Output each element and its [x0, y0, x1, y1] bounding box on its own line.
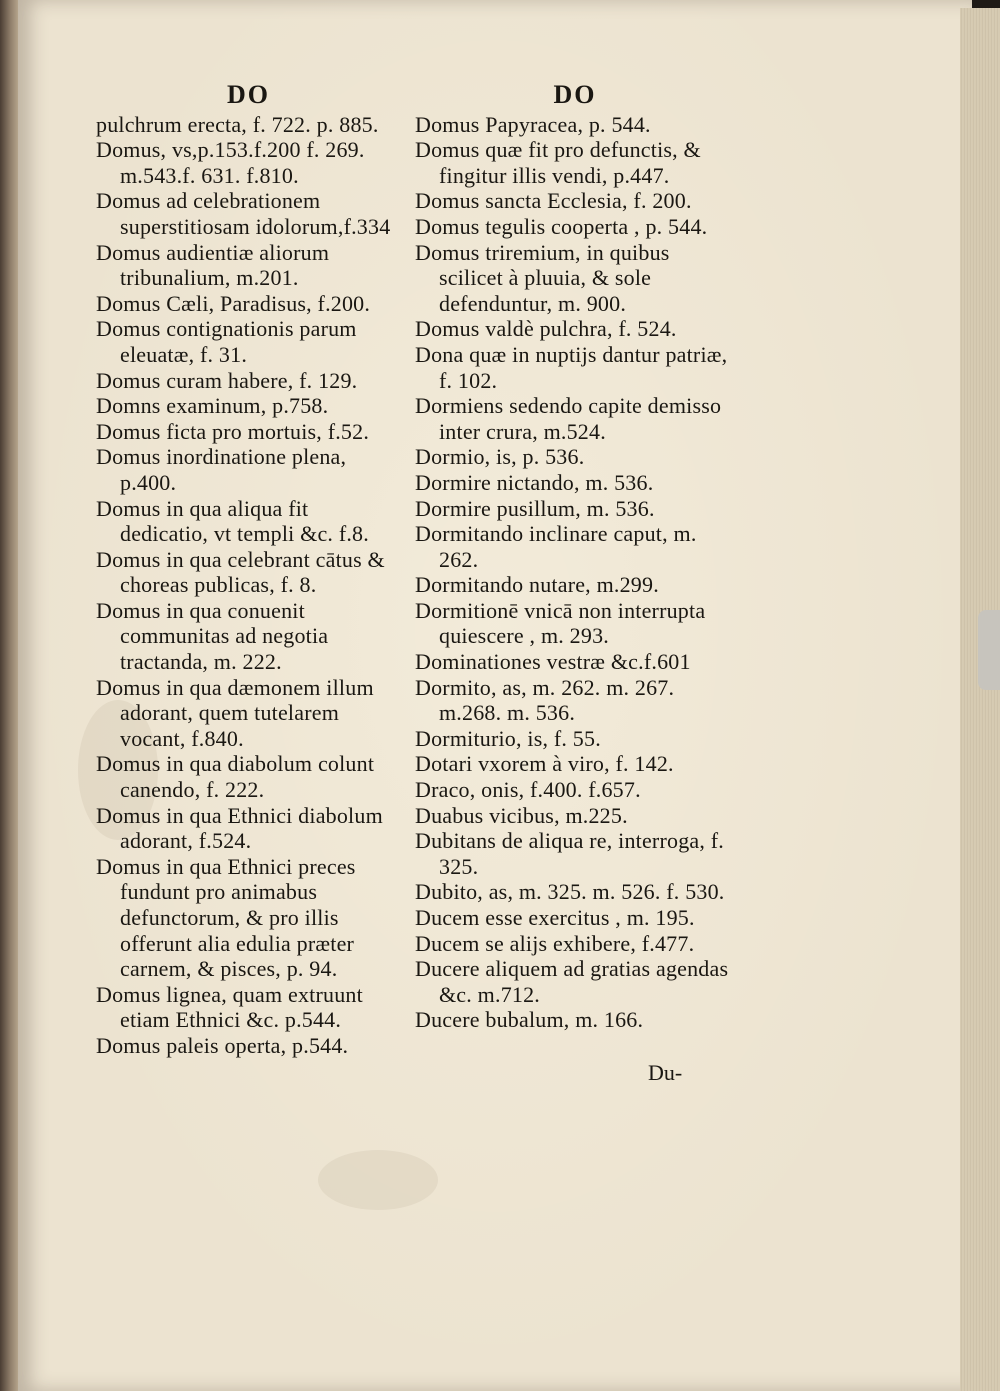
index-entry-list [96, 112, 401, 1059]
page-tab [978, 610, 1000, 690]
index-entry: Domus triremium, in quibus scilicet à pluuia, & sole defenduntur, m. 900. [415, 239, 670, 316]
page-fore-edge [960, 8, 1000, 1391]
index-entry: Domus in qua aliqua fit dedicatio, vt templi &c. f.8. [96, 495, 369, 547]
index-entry: Domns examinum, p.758. [96, 393, 329, 419]
index-entry: Dubito, as, m. 325. m. 526. f. 530. [415, 879, 725, 905]
index-entry: Domus in qua celebrant cātus & choreas publicas, f. 8. [96, 546, 385, 598]
index-entry: Domus quæ fit pro defunctis, & fingitur illis vendi, p.447. [415, 137, 701, 188]
index-entry: Domus contignationis parum eleuatæ, f. 31. [96, 316, 357, 367]
index-entry: Dominationes vestræ &c.f.601 [415, 649, 691, 675]
index-entry: Duabus vicibus, m.225. [415, 802, 628, 828]
index-entry: Domus in qua conuenit communitas ad negotia tractanda, m. 222. [96, 597, 329, 675]
left-column [96, 82, 401, 1059]
index-entry: Domus ad celebrationem superstitiosam idolorum,f.334 [96, 188, 391, 239]
index-entry: Domus paleis operta, p.544. [96, 1032, 349, 1058]
index-entry: Domus in qua Ethnici preces fundunt pro animabus defunctorum, & pro illis offerunt alia edulia præter carnem, & pisces, p. 94. [96, 853, 356, 982]
index-entry: Domus, vs,p.153.f.200 f. 269. m.543.f. 631. f.810. [96, 137, 365, 188]
index-entry: Dormitando nutare, m.299. [415, 572, 659, 598]
index-entry-list [415, 112, 735, 1033]
catchword: Du- [648, 1060, 683, 1085]
index-entry: Domus curam habere, f. 129. [96, 367, 358, 393]
index-entry: Domus Papyracea, p. 544. [415, 111, 651, 137]
index-entry: Ducem se alijs exhibere, f.477. [415, 930, 695, 956]
paper-stain [318, 1150, 438, 1210]
index-entry: Domus inordinatione plena, p.400. [96, 444, 347, 495]
index-entry: Domus Cæli, Paradisus, f.200. [96, 290, 371, 316]
right-column [415, 82, 735, 1033]
index-entry: Dona quæ in nuptijs dantur patriæ, f. 102. [415, 341, 728, 393]
index-entry: Domus in qua dæmonem illum adorant, quem tutelarem vocant, f.840. [96, 674, 374, 751]
index-entry: Domus lignea, quam extruunt etiam Ethnici &c. p.544. [96, 981, 363, 1033]
index-entry: Draco, onis, f.400. f.657. [415, 777, 641, 803]
index-entry: Dormio, is, p. 536. [415, 444, 585, 470]
index-entry: Domus ficta pro mortuis, f.52. [96, 418, 370, 444]
index-entry: Dotari vxorem à viro, f. 142. [415, 751, 674, 777]
index-entry: pulchrum erecta, f. 722. p. 885. [96, 111, 379, 137]
index-entry: Dormitionē vnicā non interrupta quiescere , m. 293. [415, 597, 706, 649]
index-entry: Ducere aliquem ad gratias agendas &c. m.712. [415, 956, 729, 1007]
index-entry: Dormire nictando, m. 536. [415, 469, 654, 495]
index-entry: Ducem esse exercitus , m. 195. [415, 905, 695, 930]
index-entry: Domus valdè pulchra, f. 524. [415, 316, 677, 342]
index-entry: Domus audientiæ aliorum tribunalium, m.201. [96, 239, 330, 291]
index-entry: Dormito, as, m. 262. m. 267. m.268. m. 536. [415, 674, 675, 726]
index-entry: Domus sancta Ecclesia, f. 200. [415, 188, 692, 214]
index-entry: Dormiens sedendo capite demisso inter crura, m.524. [415, 393, 722, 444]
index-entry: Dubitans de aliqua re, interroga, f. 325. [415, 828, 724, 879]
index-entry: Domus in qua diabolum colunt canendo, f. 222. [96, 751, 375, 803]
index-entry: Dormitando inclinare caput, m. 262. [415, 521, 697, 572]
index-entry: Dormiturio, is, f. 55. [415, 725, 601, 751]
column-headword: DO [227, 80, 270, 109]
index-entry: Dormire pusillum, m. 536. [415, 495, 655, 521]
column-headword: DO [553, 80, 597, 109]
index-entry: Ducere bubalum, m. 166. [415, 1007, 644, 1033]
index-entry: Domus tegulis cooperta , p. 544. [415, 213, 708, 239]
index-entry: Domus in qua Ethnici diabolum adorant, f.524. [96, 802, 383, 854]
